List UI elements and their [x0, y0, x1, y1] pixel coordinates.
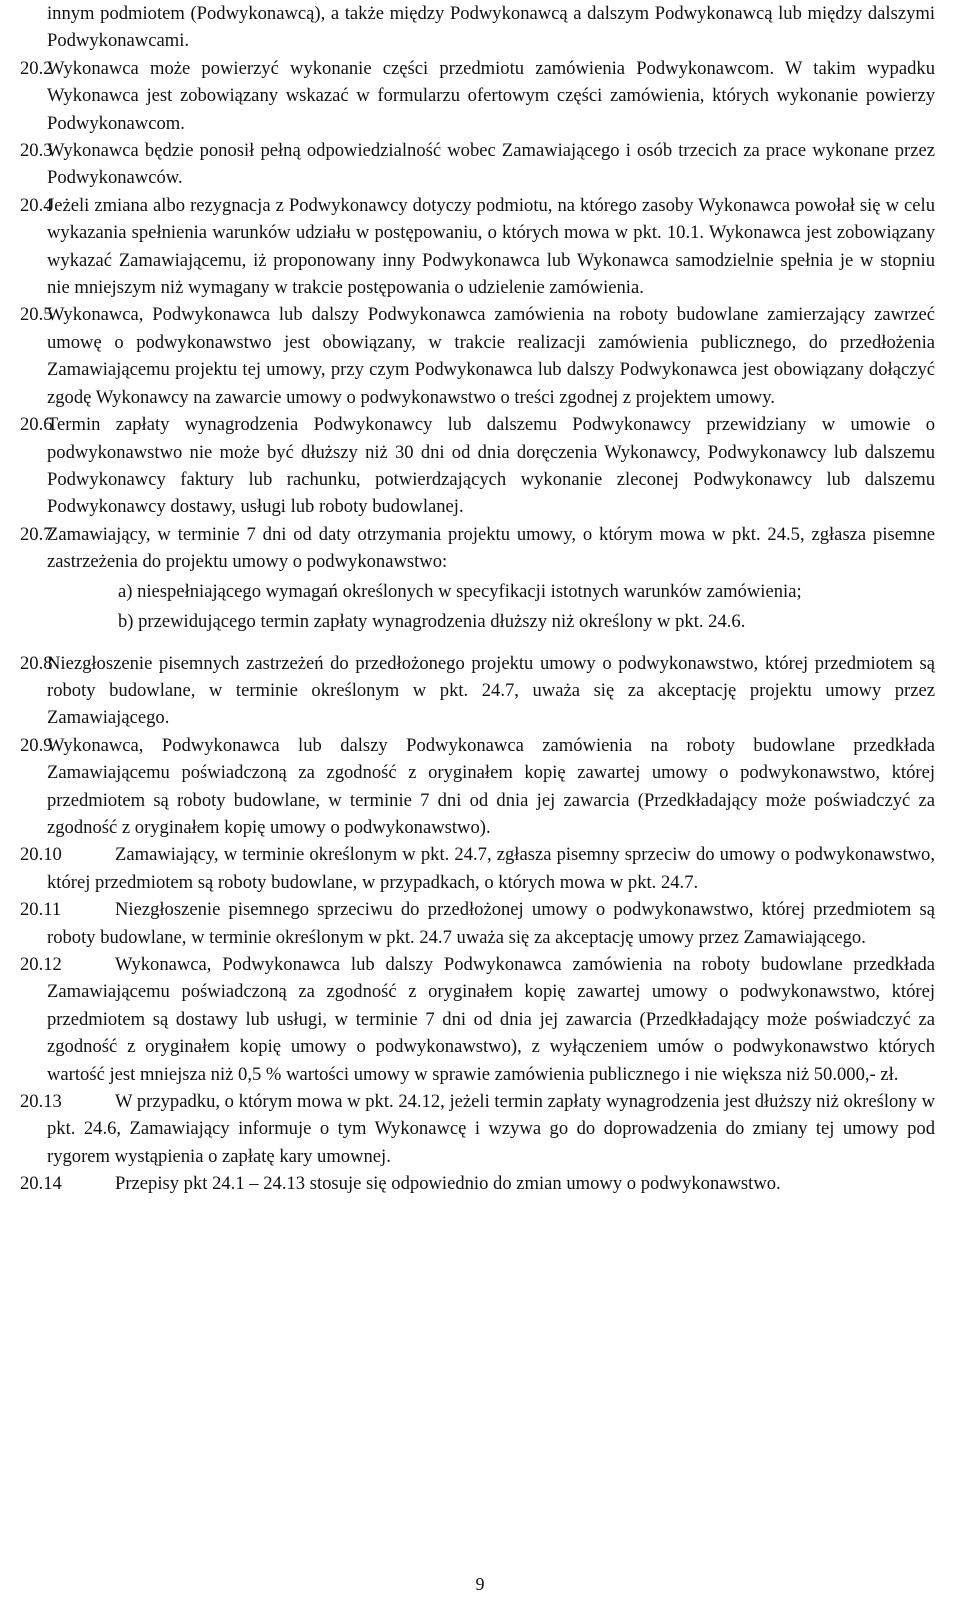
- subitem-a: [20, 577, 935, 607]
- paragraph-number: 20.11: [20, 899, 62, 921]
- paragraph-20-8: [20, 650, 935, 732]
- paragraph-20-3: [20, 137, 935, 192]
- paragraph-number: 20.2: [20, 57, 53, 79]
- paragraph-text: Wykonawca, Podwykonawca lub dalszy Podwykonawca zamówienia na roboty budowlane zamierzający zawrzeć umowę o podwykonawstwo jest obowiązany, w trakcie realizacji zamówienia publicznego, do przedłożenia Zamawiającemu projektu tej umowy, przy czym Podwykonawca lub dalszy Podwykonawca jest obowiązany dołączyć zgodę Wykonawcy na zawarcie umowy o podwykonawstwo o treści zgodnej z projektem umowy.: [47, 304, 935, 408]
- paragraph-text: Przepisy pkt 24.1 – 24.13 stosuje się odpowiednio do zmian umowy o podwykonawstwo.: [115, 1173, 781, 1195]
- intro-paragraph: [20, 0, 935, 55]
- paragraph-20-14: [20, 1170, 935, 1197]
- paragraph-text: Wykonawca może powierzyć wykonanie części przedmiotu zamówienia Podwykonawcom. W takim wypadku Wykonawca jest zobowiązany wskazać w formularzu ofertowym części zamówienia, których wykonanie powierzy Podwykonawcom.: [47, 57, 935, 134]
- paragraph-number: 20.9: [20, 734, 53, 756]
- paragraph-number: 20.3: [20, 140, 53, 162]
- paragraph-text: Wykonawca, Podwykonawca lub dalszy Podwykonawca zamówienia na roboty budowlane przedkłada Zamawiającemu poświadczoną za zgodność z oryginałem kopię zawartej umowy o podwykonawstwo, której przedmiotem są dostawy lub usługi, w terminie 7 dni od dnia jej zawarcia (Przedkładający może poświadczyć za zgodność z oryginałem kopię umowy o podwykonawstwo), z wyłączeniem umów o podwykonawstwo których wartość jest mniejsza niż 0,5 % wartości umowy w sprawie zamówienia publicznego i nie większa niż 50.000,- zł.: [47, 954, 935, 1085]
- paragraph-20-4: [20, 192, 935, 302]
- subitem-b: [20, 607, 935, 637]
- paragraph-text: Wykonawca, Podwykonawca lub dalszy Podwykonawca zamówienia na roboty budowlane przedkłada Zamawiającemu poświadczoną za zgodność z oryginałem kopię zawartej umowy o podwykonawstwo, której przedmiotem są roboty budowlane, w terminie 7 dni od dnia jej zawarcia (Przedkładający może poświadczyć za zgodność z oryginałem kopię umowy o podwykonawstwo).: [47, 734, 935, 838]
- paragraph-number: 20.6: [20, 414, 53, 436]
- paragraph-text: Niezgłoszenie pisemnych zastrzeżeń do przedłożonego projektu umowy o podwykonawstwo, której przedmiotem są roboty budowlane, w terminie określonym w pkt. 24.7, uważa się za akceptację projektu umowy przez Zamawiającego.: [47, 652, 935, 729]
- paragraph-20-13: [20, 1088, 935, 1170]
- paragraph-text: Termin zapłaty wynagrodzenia Podwykonawcy lub dalszemu Podwykonawcy przewidziany w umowie o podwykonawstwo nie może być dłuższy niż 30 dni od dnia doręczenia Wykonawcy, Podwykonawcy lub dalszemu Podwykonawcy faktury lub rachunku, potwierdzających wykonanie zleconej Podwykonawcy lub dalszemu Podwykonawcy dostawy, usługi lub roboty budowlanej.: [47, 414, 935, 518]
- paragraph-number: 20.12: [20, 954, 62, 975]
- paragraph-20-11: [20, 896, 935, 951]
- paragraph-text: Wykonawca będzie ponosił pełną odpowiedzialność wobec Zamawiającego i osób trzecich za prace wykonane przez Podwykonawców.: [47, 140, 935, 189]
- paragraph-text: Zamawiający, w terminie 7 dni od daty otrzymania projektu umowy, o którym mowa w pkt. 24.5, zgłasza pisemne zastrzeżenia do projektu umowy o podwykonawstwo:: [47, 523, 935, 573]
- subitem-text: a) niespełniającego wymagań określonych w specyfikacji istotnych warunków zamówienia;: [118, 580, 802, 602]
- paragraph-number: 20.14: [20, 1173, 62, 1195]
- document-page: [20, 0, 935, 1198]
- paragraph-20-12: [20, 951, 935, 1088]
- paragraph-number: 20.5: [20, 304, 53, 326]
- paragraph-text: Zamawiający, w terminie określonym w pkt. 24.7, zgłasza pisemny sprzeciw do umowy o podwykonawstwo, której przedmiotem są roboty budowlane, w przypadkach, o których mowa w pkt. 24.7.: [47, 844, 935, 893]
- page-number: 9: [475, 1574, 485, 1594]
- paragraph-20-6: [20, 411, 935, 521]
- intro-text: innym podmiotem (Podwykonawcą), a także między Podwykonawcą a dalszym Podwykonawcą lub między dalszymi Podwykonawcami.: [47, 3, 935, 52]
- paragraph-text: Niezgłoszenie pisemnego sprzeciwu do przedłożonej umowy o podwykonawstwo, której przedmiotem są roboty budowlane, w terminie określonym w pkt. 24.7 uważa się za akceptację umowy przez Zamawiającego.: [47, 899, 935, 948]
- paragraph-20-2: [20, 55, 935, 137]
- paragraph-number: 20.7: [20, 523, 53, 545]
- paragraph-number: 20.8: [20, 652, 53, 674]
- paragraph-20-5: [20, 301, 935, 411]
- paragraph-number: 20.10: [20, 844, 62, 866]
- spacer: [20, 637, 935, 650]
- paragraph-20-10: [20, 841, 935, 896]
- paragraph-text: Jeżeli zmiana albo rezygnacja z Podwykonawcy dotyczy podmiotu, na którego zasoby Wykonawca powołał się w celu wykazania spełnienia warunków udziału w postępowaniu, o których mowa w pkt. 10.1. Wykonawca jest zobowiązany wykazać Zamawiającemu, iż proponowany inny Podwykonawca lub Wykonawca samodzielnie spełnia je w stopniu nie mniejszym niż wymagany w trakcie postępowania o udzielenie zamówienia.: [47, 194, 935, 299]
- paragraph-20-7: [20, 521, 935, 576]
- subitem-text: b) przewidującego termin zapłaty wynagrodzenia dłuższy niż określony w pkt. 24.6.: [118, 610, 746, 632]
- paragraph-number: 20.4: [20, 194, 53, 216]
- paragraph-number: 20.13: [20, 1091, 62, 1113]
- paragraph-20-9: [20, 732, 935, 842]
- paragraph-text: W przypadku, o którym mowa w pkt. 24.12, jeżeli termin zapłaty wynagrodzenia jest dłuższy niż określony w pkt. 24.6, Zamawiający informuje o tym Wykonawcę i wzywa go do doprowadzenia do zmiany tej umowy pod rygorem wystąpienia o zapłatę kary umownej.: [47, 1091, 935, 1167]
